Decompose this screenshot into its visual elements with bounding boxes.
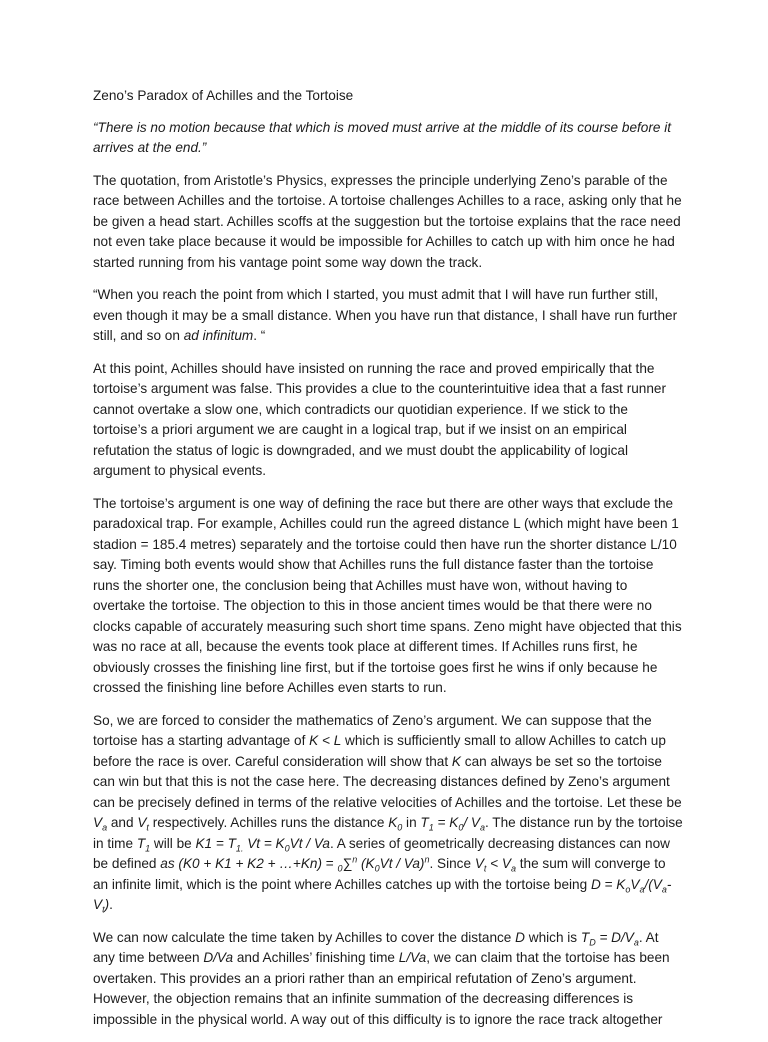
paragraph-2: “When you reach the point from which I started, you must admit that I will have run further still, even though it may be a small distance. When you have run that distance, I shall have run further still, and so on ad infinitum. “ [93,287,678,343]
paragraph-4: The tortoise’s argument is one way of defining the race but there are other ways that exclude the paradoxical trap. For example, Achilles could run the agreed distance L (which might have been 1 stadion = 185.4 metres) separately and the tortoise could then have run the shorter distance L/10 say. Timing both events would show that Achilles runs the full distance faster than the tortoise runs the shorter one, the conclusion being that Achilles must have won, without having to overtake the tortoise. The objection to this in those ancient times would be that there were no clocks capable of accurately measuring such short time spans. Zeno might have objected that this was no race at all, because the events took place at different times. If Achilles runs first, he obviously crosses the finishing line first, but if the tortoise goes first he wins if only because he crossed the finishing line before Achilles even starts to run. [93,495,682,695]
paragraph-6: We can now calculate the time taken by Achilles to cover the distance D which is $T_D = D/V_a$. At any time between D/Va and Achilles’ finishing time L/Va, we can claim that the tortoise has been overtaken. This provides an a priori rather than an empirical refutation of Zeno’s argument. However, the objection remains that an infinite summation of the decreasing differences is impossible in the physical world. A way out of this difficulty is to ignore the race track altogether [93,929,670,1027]
document-title: Zeno’s Paradox of Achilles and the Tortoise [93,88,354,103]
paragraph-3: At this point, Achilles should have insisted on running the race and proved empirically that the tortoise’s argument was false. This provides a clue to the counterintuitive idea that a fast runner cannot overtake a slow one, which contradicts our quotidian experience. If we stick to the tortoise’s a priori argument we are caught in a logical trap, but if we insist on an empirical refutation the status of logic is downgraded, and we must doubt the applicability of logical argument to physical events. [93,360,667,478]
paragraph-5: So, we are forced to consider the mathematics of Zeno’s argument. We can suppose that the tortoise has a starting advantage of K < L which is sufficiently small to allow Achilles to catch up before the race is over. Careful consideration will show that K can always be set so the tortoise can win but that this is not the case here. The decreasing distances defined by Zeno’s argument can be precisely defined in terms of the relative velocities of Achilles and the tortoise. Let these be $V_a$ and $V_t$ respectively. Achilles runs the distance $K_0$ in $T_1 = K_0/$ $V_a$. The distance run by the tortoise in time $T_1$ will be $K1 = T_{1.}$ $Vt = K_0Vt / Va$. A series of geometrically decreasing distances can now be defined as (K0 + K1 + K2 + …+Kn) = $_0$∑$^n$ $(K_0Vt / Va)^n$. Since $V_t < V_a$ the sum will converge to an infinite limit, which is the point where Achilles catches up with the tortoise being $D = K_oV_a/(V_a-V_t)$. [93,712,683,915]
opening-quote: “There is no motion because that which is moved must arrive at the middle of its course before it arrives at the end.” [93,119,671,155]
document-page [93,86,683,1042]
paragraph-1: The quotation, from Aristotle’s Physics, expresses the principle underlying Zeno’s parable of the race between Achilles and the tortoise. A tortoise challenges Achilles to a race, asking only that he be given a head start. Achilles scoffs at the suggestion but the tortoise explains that the race need not even take place because it would be impossible for Achilles to catch up with him once he had started running from his vantage point some way down the track. [93,172,682,270]
